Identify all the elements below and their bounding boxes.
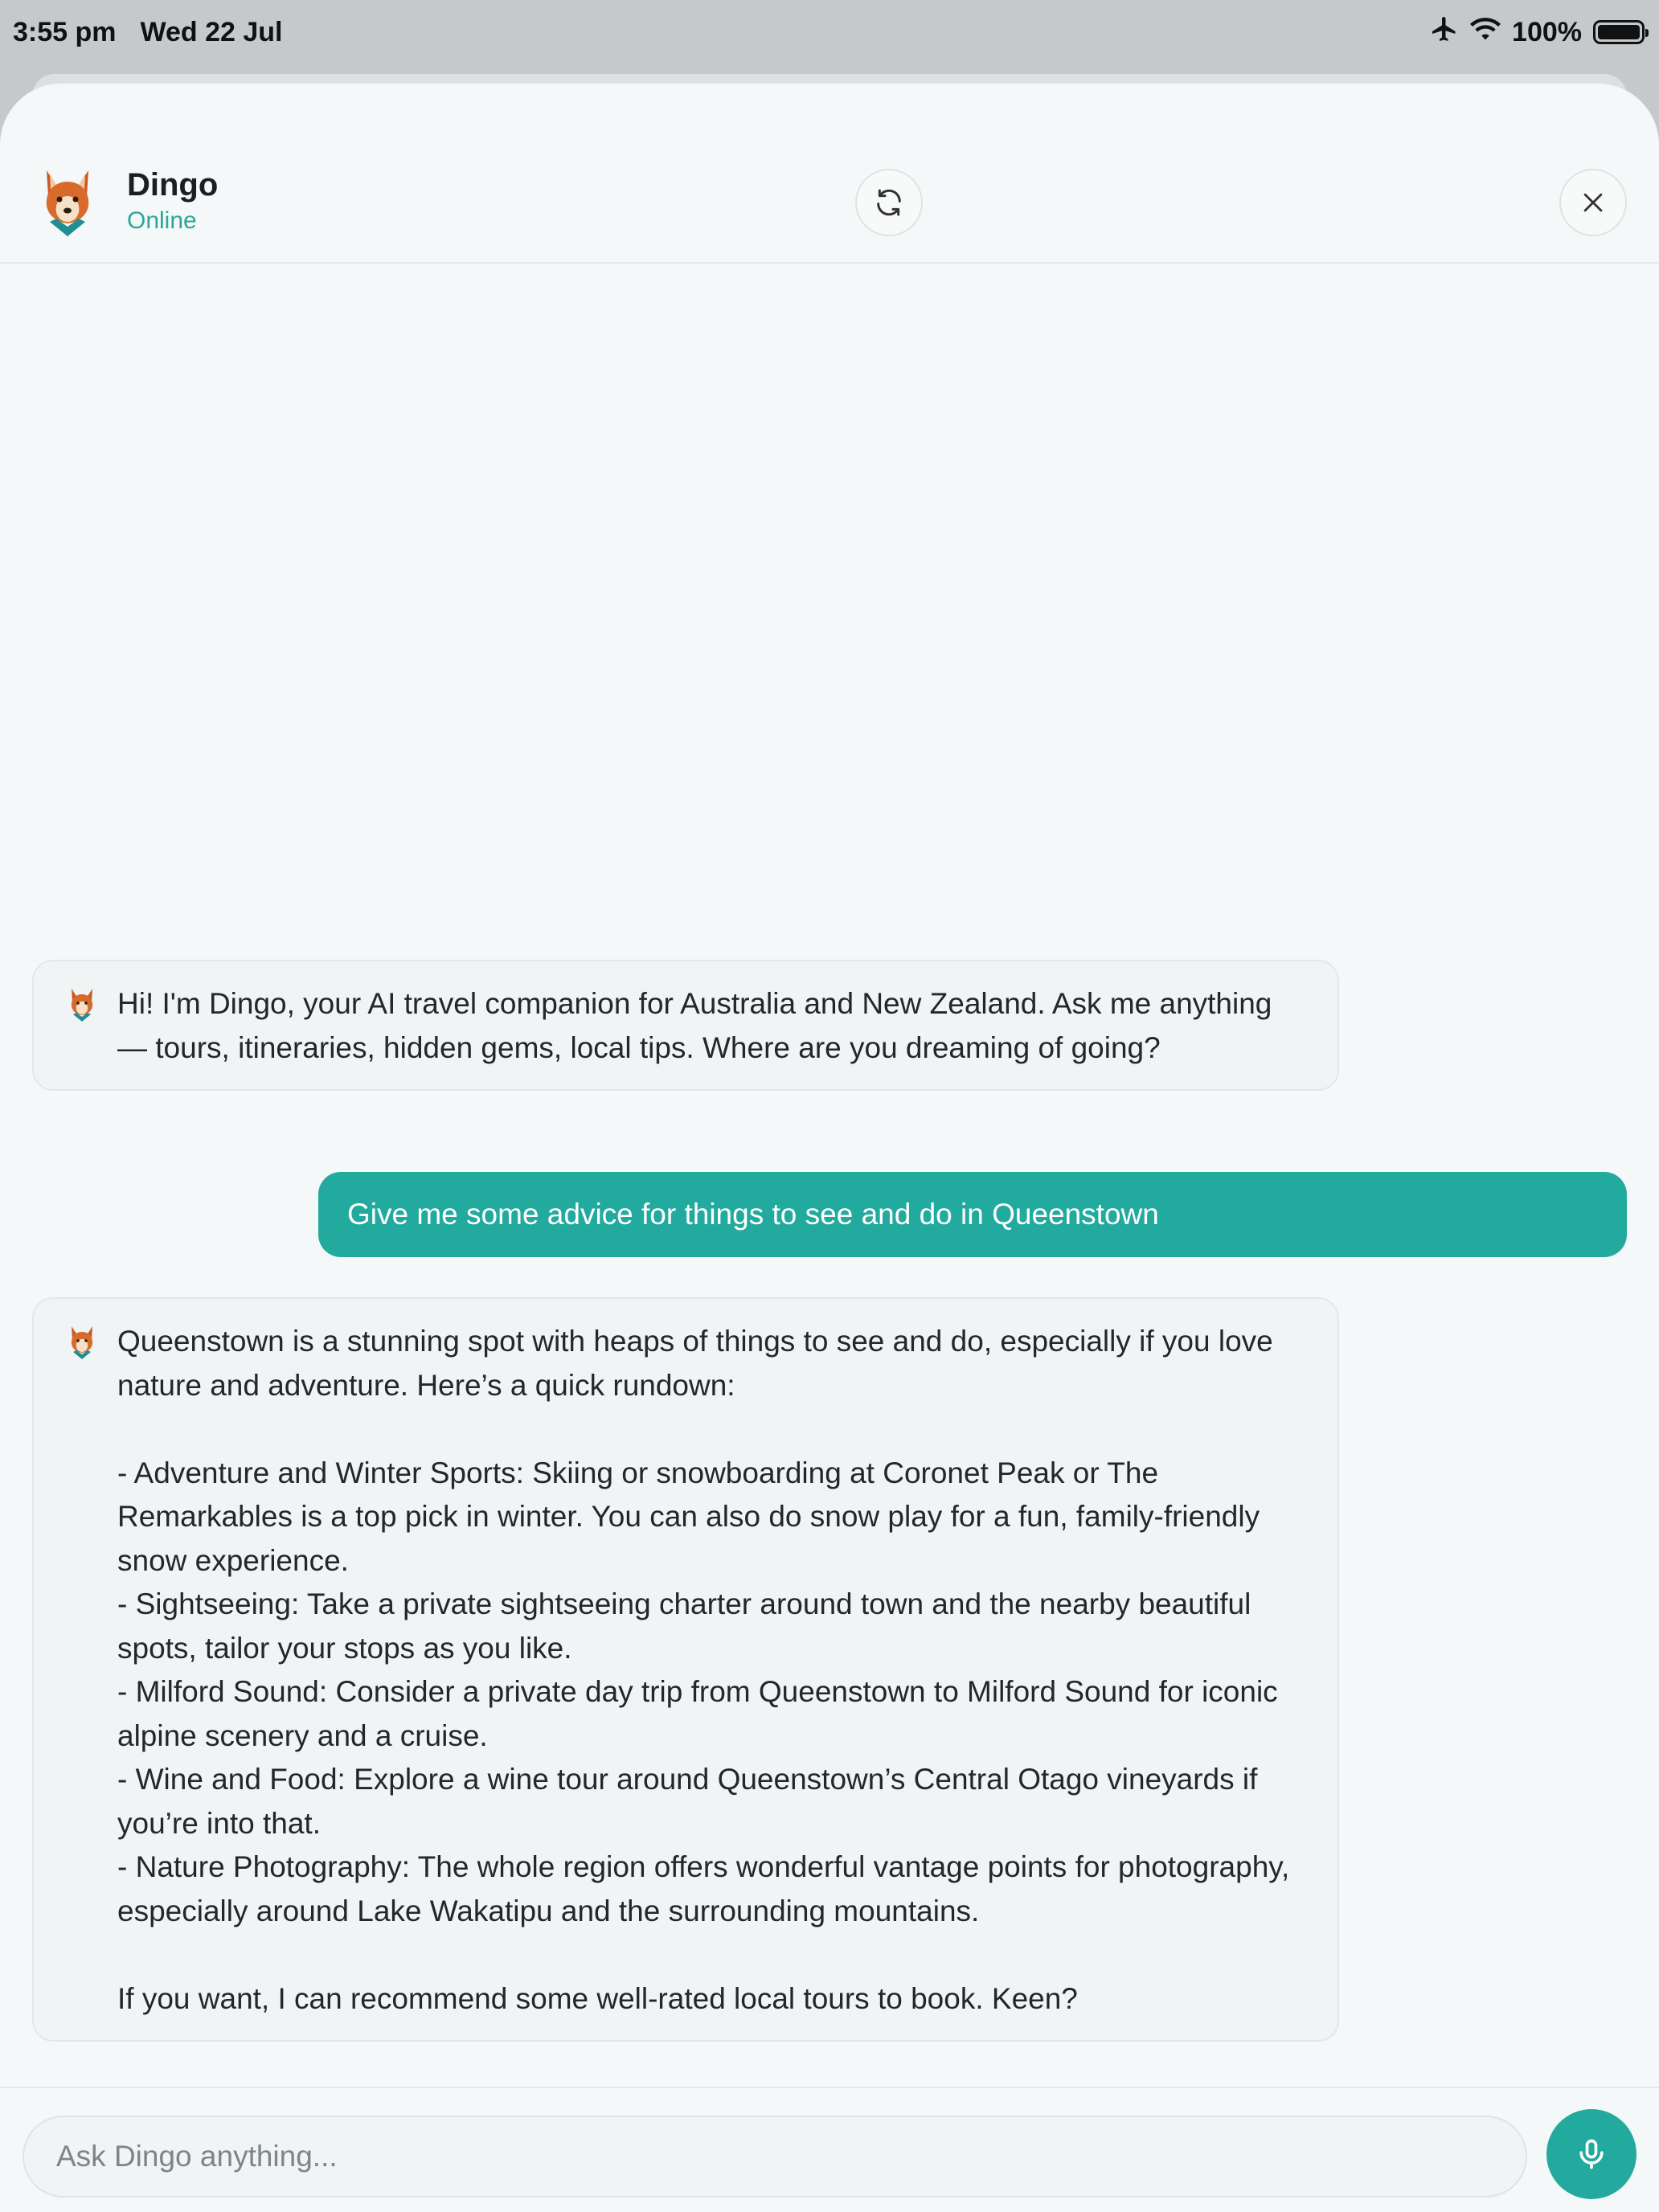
chat-sheet <box>0 84 1659 2212</box>
message-text: Give me some advice for things to see and do in Queenstown <box>347 1198 1159 1231</box>
battery-percentage: 100% <box>1512 16 1582 47</box>
airplane-icon <box>1430 14 1459 51</box>
agent-status: Online <box>127 207 197 234</box>
dingo-avatar <box>68 1323 96 1360</box>
status-date: Wed 22 Jul <box>140 16 283 47</box>
bot-message <box>32 960 1339 1091</box>
status-left <box>13 17 283 48</box>
chat-header <box>0 84 1659 264</box>
status-right <box>1430 14 1645 51</box>
message-text: Hi! I'm Dingo, your AI travel companion for Australia and New Zealand. Ask me anything — tours, itineraries, hidden gems, local tips. Where are you dreaming of going? <box>117 987 1280 1064</box>
close-icon <box>1579 189 1607 216</box>
agent-name: Dingo <box>127 167 219 203</box>
refresh-button[interactable] <box>855 169 923 236</box>
user-message <box>318 1172 1627 1257</box>
status-time: 3:55 pm <box>13 16 117 47</box>
chat-input[interactable] <box>23 2116 1527 2198</box>
dingo-avatar <box>68 985 96 1022</box>
battery-icon <box>1593 20 1645 44</box>
message-text: Queenstown is a stunning spot with heaps of things to see and do, especially if you love nature and adventure. Here’s a quick rundown: - Adventure and Winter Sports: Skiing or snowboarding at Coronet Peak or The Remarkables is a top pick in winter. You can also do snow play for a fun, family-friendly snow experience. - Sightseeing: Take a private sightseeing charter around town and the nearby beautiful spots, tailor your stops as you like. - Milford Sound: Consider a private day trip from Queenstown to Milford Sound for iconic alpine scenery and a cruise. - Wine and Food: Explore a wine tour around Queenstown’s Central Otago vineyards if you’re into that. - Nature Photography: The whole region offers wonderful vantage points for photography, especially around Lake Wakatipu and the surrounding mountains. If you want, I can recommend some well-rated local tours to book. Keen? <box>117 1325 1290 2015</box>
close-button[interactable] <box>1559 169 1627 236</box>
status-bar <box>0 0 1659 64</box>
wifi-icon <box>1470 17 1501 48</box>
mic-button[interactable] <box>1546 2109 1636 2199</box>
bot-message <box>32 1297 1339 2042</box>
dingo-avatar <box>39 164 96 238</box>
microphone-icon <box>1574 2136 1609 2172</box>
input-bar <box>0 2087 1659 2212</box>
refresh-icon <box>873 186 905 219</box>
battery-fill <box>1598 25 1640 39</box>
